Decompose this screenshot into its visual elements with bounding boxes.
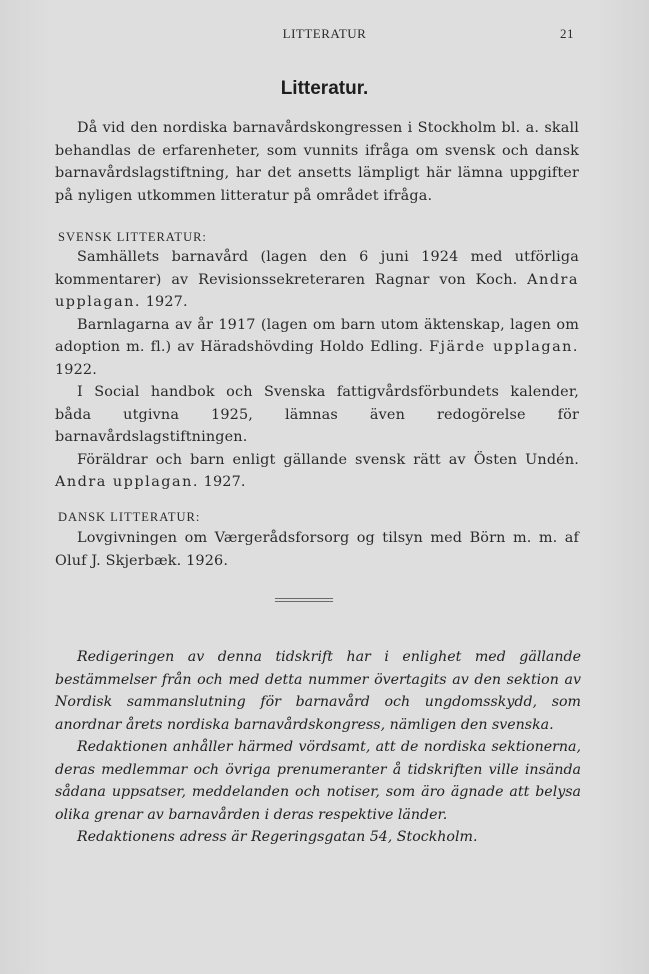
editorial-notice	[55, 646, 581, 849]
entry-edition: Andra upplagan.	[55, 271, 579, 310]
danish-section-heading: DANSK LITTERATUR:	[58, 510, 201, 524]
page-number: 21	[560, 26, 574, 41]
entry-year: 1922.	[55, 361, 97, 378]
swedish-section-heading: SVENSK LITTERATUR:	[58, 230, 207, 244]
swedish-entry	[55, 381, 579, 449]
running-head-title: LITTERATUR	[282, 26, 367, 41]
divider-rule	[275, 601, 333, 602]
entry-edition: Andra upplagan.	[55, 474, 199, 490]
entry-year: 1927.	[141, 294, 188, 310]
entry-text: Föräldrar och barn enligt gällande svensk rätt av Östen Undén.	[77, 451, 579, 468]
swedish-entry	[55, 246, 579, 314]
entry-text: Lovgivningen om Værgerådsforsorg og tilsyn med Börn m. m. af Oluf J. Skjerbæk. 1926.	[55, 530, 579, 569]
entry-year: 1927.	[198, 474, 246, 490]
danish-literature-list	[55, 527, 579, 572]
notice-paragraph: Redigeringen av denna tidskrift har i enlighet med gällande bestämmelser från och med detta nummer övertagits av den sektion av Nordisk sammanslutning för barnavård och ungdomsskydd, som anordnar årets nordiska barnavårdskongress, nämligen den svenska.	[55, 649, 581, 733]
divider-rule	[275, 598, 333, 599]
danish-entry	[55, 527, 579, 572]
intro-text: Då vid den nordiska barnavårdskongressen i Stockholm bl. a. skall behandlas de erfarenheter, som vunnits ifråga om svensk och dansk barnavårdslagstiftning, har det ansetts lämpligt här lämna uppgifter på nyligen utkommen litteratur på området ifråga.	[55, 120, 579, 204]
page-title: Litteratur.	[280, 78, 369, 99]
entry-edition: Fjärde upplagan.	[429, 339, 580, 355]
notice-paragraph: Redaktionen anhåller härmed vördsamt, att de nordiska sektionerna, deras medlemmar och övriga prenumeranter å tidskriften ville insända sådana uppsatser, meddelanden och notiser, som äro ägnade att belysa olika grenar av barnavården i deras respektive länder.	[55, 739, 581, 823]
entry-text: Samhällets barnavård (lagen den 6 juni 1924 med utförliga kommentarer) av Revisionssekreteraren Ragnar von Koch.	[55, 249, 579, 288]
entry-text: Barnlagarna av år 1917 (lagen om barn utom äktenskap, lagen om adoption m. fl.) av Häradshövding Holdo Edling.	[55, 316, 579, 355]
swedish-entry	[55, 314, 579, 382]
entry-text: I Social handbok och Svenska fattigvårdsförbundets kalender, båda utgivna 1925, lämnas även redogörelse för barnavårdslagstiftningen.	[55, 384, 579, 445]
swedish-entry	[55, 449, 579, 494]
notice-address: Redaktionens adress är Regeringsgatan 54, Stockholm.	[77, 829, 478, 845]
intro-paragraph	[55, 117, 579, 207]
swedish-literature-list	[55, 246, 579, 494]
